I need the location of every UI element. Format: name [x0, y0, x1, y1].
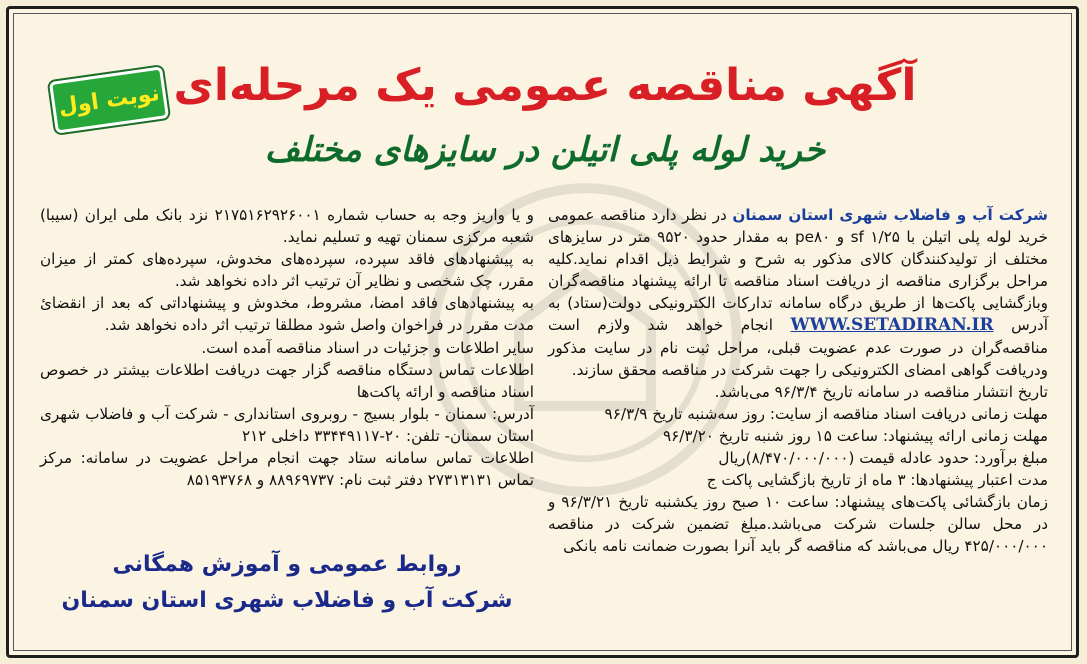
- left-column: [40, 204, 534, 491]
- left-line-2: به پیشنهادهای فاقد امضا، مشروط، مخدوش و پیشنهاداتی که بعد از انقضائ مدت مقرر در فراخوان واصل شود مطلقا ترتیب اثر داده نخواهد شد.: [40, 294, 534, 335]
- left-line-0: و یا واریز وجه به حساب شماره ۲۱۷۵۱۶۲۹۲۶۰۰۱ نزد بانک ملی ایران (سیبا) شعبه مرکزی سمنان تهیه و تسلیم نماید.: [40, 206, 535, 247]
- right-line-1: انجام خواهد شد ولازم است مناقصه‌گران در صورت عدم عضویت قبلی، مراحل ثبت نام در سایت مذکور ودریافت گواهی امضای الکترونیکی را جهت شرکت در مناقصه محقق سازند.: [548, 316, 1048, 379]
- left-line-4: اطلاعات تماس دستگاه مناقصه گزار جهت دریافت اطلاعات بیشتر در خصوص اسناد مناقصه و ارائه پاکت‌ها: [40, 360, 534, 401]
- right-line-5: مبلغ برآورد: حدود عادله قیمت (۸/۴۷۰/۰۰۰/۰۰۰)ریال: [718, 449, 1048, 468]
- left-line-5: آدرس: سمنان - بلوار بسیج - روبروی استانداری - شرکت آب و فاضلاب شهری استان سمنان- تلفن: ۲۰-۳۳۴۴۹۱۱۷ داخلی ۲۱۲: [40, 404, 534, 445]
- page-subtitle: خرید لوله پلی اتیلن در سایزهای مختلف: [264, 130, 826, 170]
- right-line-2: تاریخ انتشار مناقصه در سامانه تاریخ ۹۶/۳/۴ می‌باشد.: [714, 382, 1048, 401]
- page-title: آگهی مناقصه عمومی یک مرحله‌ای: [173, 60, 917, 111]
- right-paragraph-1: [548, 204, 1048, 381]
- right-column: [548, 204, 1048, 558]
- left-line-3: سایر اطلاعات و جزئیات در اسناد مناقصه آمده است.: [201, 338, 534, 357]
- setad-link[interactable]: WWW.SETADIRAN.IR: [790, 315, 994, 336]
- company-name: شرکت آب و فاضلاب شهری استان سمنان: [732, 206, 1048, 224]
- signature-company: شرکت آب و فاضلاب شهری استان سمنان: [61, 588, 513, 613]
- right-line-7: زمان بازگشائی پاکت‌های پیشنهاد: ساعت ۱۰ صبح روز یکشنبه تاریخ ۹۶/۳/۲۱ و در محل سالن جلسات شرکت می‌باشد.مبلغ تضمین شرکت در مناقصه ۴۲۵/۰۰۰/۰۰۰ ریال می‌باشد که مناقصه گر باید آنرا بصورت ضمانت نامه بانکی: [548, 493, 1048, 556]
- badge-label: نوبت اول: [56, 80, 162, 120]
- right-line-3: مهلت زمانی دریافت اسناد مناقصه از سایت: روز سه‌شنبه تاریخ ۹۶/۳/۹: [604, 404, 1048, 423]
- right-line-6: مدت اعتبار پیشنهادها: ۳ ماه از تاریخ بازگشایی پاکت ج: [706, 471, 1048, 490]
- left-line-1: به پیشنهادهای فاقد سپرده، سپرده‌های مخدوش، سپرده‌های کمتر از میزان مقرر، چک شخصی و نظایر آن ترتیب اثر داده نخواهد شد.: [40, 250, 534, 291]
- signature-department: روابط عمومی و آموزش همگانی: [112, 552, 462, 577]
- right-line-4: مهلت زمانی ارائه پیشنهاد: ساعت ۱۵ روز شنبه تاریخ ۹۶/۳/۲۰: [662, 426, 1048, 445]
- left-line-6: اطلاعات تماس سامانه ستاد جهت انجام مراحل عضویت در سامانه: مرکز تماس ۲۷۳۱۳۱۳۱ دفتر ثبت نام: ۸۸۹۶۹۷۳۷ و ۸۵۱۹۳۷۶۸: [40, 449, 534, 490]
- right-line-0: در نظر دارد مناقصه عمومی خرید لوله پلی اتیلن با ۱/۲۵ sf و pe۸۰ به مقدار حدود ۹۵۲۰ متر در سایزهای مختلف از تولیدکنندگان کالای مذکور به شرح و شرایط ذیل اقدام نماید.کلیه مراحل برگزاری مناقصه از دریافت اسناد مناقصه تا ارائه پیشنهاد مناقصه‌گران وبازگشایی پاکت‌ها از طریق درگاه سامانه تدارکات الکترونیکی دولت(ستاد) به آدرس: [548, 206, 1048, 335]
